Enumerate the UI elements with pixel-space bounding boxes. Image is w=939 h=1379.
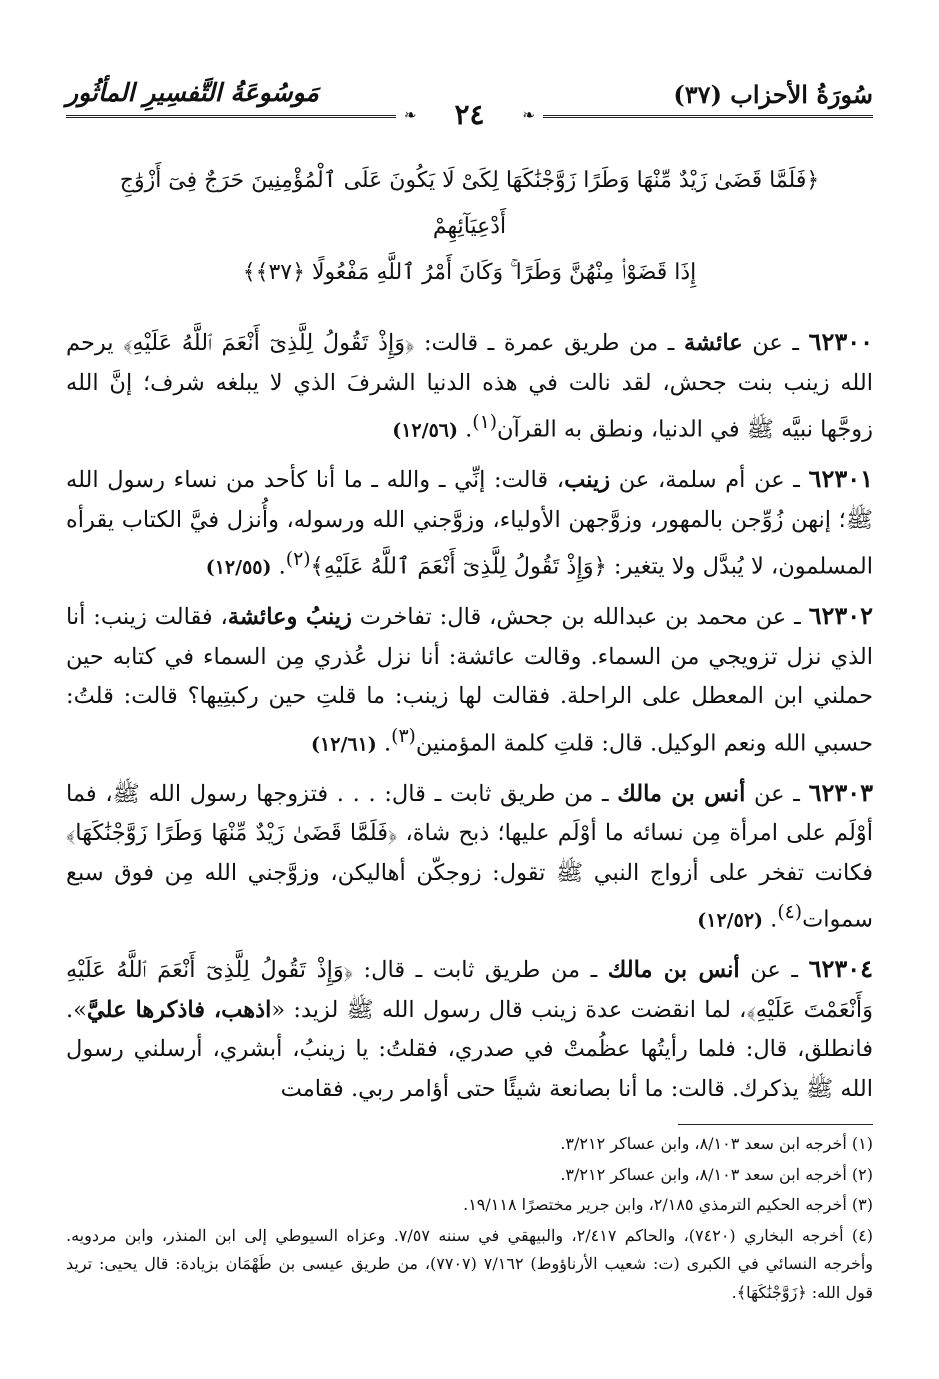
hadith-entry: ٦٢٣٠٢ ـ عن محمد بن عبدالله بن جحش، قال: تفاخرت زينبُ وعائشة، فقالت زينب: أنا الذي نزل تزويجي من السماء. وقالت عائشة: أنا نزل عُذري مِن السماء في كتابه حين حملني ابن المعطل على الراحلة. فقالت لها زينب: ما قلتِ حين ركبتِيها؟ قالت: قلتُ: حسبي الله ونعم الوكيل. قال: قلتِ كلمة المؤمنين$^{(٣)}$. (١٢/٦١)	[66, 601, 874, 756]
entry-text: ـ من طريق عمرة ـ قالت: ﴿وَإِذْ تَقُولُ لِلَّذِىٓ أَنْعَمَ ٱللَّهُ عَلَيْهِ﴾ يرحم الله زينب بنت جحش، لقد نالت في هذه الدنيا الشرفَ الذي لا يبلغه شرف؛ إنَّ الله زوجَّها نبيَّه ﷺ في الدنيا، ونطق به القرآن	[66, 330, 873, 443]
entry-number: ٦٢٣٠٣	[808, 777, 874, 807]
entry-number: ٦٢٣٠١	[808, 464, 873, 493]
page-number: ٢٤	[454, 98, 485, 131]
ornament-icon: ❧	[522, 106, 535, 124]
verse-line: إِذَا قَضَوْا۟ مِنْهُنَّ وَطَرًا ۚ وَكَانَ أَمْرُ ٱللَّهِ مَفْعُولًا ﴿٣٧﴾﴾	[242, 260, 697, 285]
volume-reference: (١٢/٥٦)	[392, 419, 458, 442]
ornament-icon: ❧	[404, 106, 417, 124]
footnote-marker: (٤)	[777, 902, 803, 923]
narrator-name: أنس بن مالك	[607, 957, 740, 983]
entry-number: ٦٢٣٠٤	[808, 954, 874, 983]
footnotes	[66, 1130, 873, 1309]
entry-text: ـ من طريق ثابت ـ قال: ﴿وَإِذْ تَقُولُ لِلَّذِىٓ أَنْعَمَ ٱللَّهُ عَلَيْهِ وَأَنْعَمْتَ عَلَيْهِ﴾، لما انقضت عدة زينب قال رسول الله ﷺ لزيد: «	[66, 957, 874, 1023]
footnote: (٣) أخرجه الحكيم الترمذي ٢/١٨٥، وابن جرير مختصرًا ١٩/١١٨.	[463, 1195, 873, 1214]
footnote-separator	[678, 1124, 873, 1125]
footnote: (٢) أخرجه ابن سعد ٨/١٠٣، وابن عساكر ٣/٢١٢.	[560, 1164, 873, 1184]
entry-intro: ـ عن محمد بن عبدالله بن جحش، قال: تفاخرت	[351, 604, 809, 630]
surah-running-title: سُورَةُ الأحزاب (٣٧)	[673, 80, 873, 109]
footnote-marker: (٣)	[391, 725, 416, 747]
hadith-entry: ٦٢٣٠٣ ـ عن أنس بن مالك ـ من طريق ثابت ـ قال: . . . فتزوجها رسول الله ﷺ، فما أوْلَم على امرأة مِن نسائه ما أوْلَم عليها؛ ذبح شاة، ﴿فَلَمَّا قَضَىٰ زَيْدٌ مِّنْهَا وَطَرًا زَوَّجْنَٰكَهَا﴾ فكانت تفخر على أزواج النبي ﷺ تقول: زوجكّن أهاليكن، وزوَّجني الله مِن فوق سبع سموات$^{(٤)}$. (١٢/٥٢)	[66, 777, 874, 933]
book-running-title: مَوسُوعَةُ التَّفسِيرِ المأثُور	[66, 78, 319, 107]
footnote-marker: (١)	[472, 412, 498, 433]
footnote: (٤) أخرجه البخاري (٧٤٢٠)، والحاكم ٢/٤١٧، والبيهقي في سننه ٧/٥٧. وعزاه السيوطي إلى ابن المنذر، وابن مردويه. وأخرجه النسائي في الكبرى (ت: شعيب الأرناؤوط) ٧/١٦٢ (٧٧٠٧)، من طريق عيسى بن طَهْمَان بزيادة: قال يحيى: تريد قول الله: ﴿زَوَّجْنَٰكَهَا﴾.	[66, 1225, 874, 1302]
narrator-name: أنس بن مالك	[617, 780, 746, 807]
footnote-marker: (٢)	[285, 549, 311, 570]
prophet-quote: اذهب، فاذكرها عليَّ	[86, 996, 272, 1023]
volume-reference: (١٢/٥٥)	[205, 556, 272, 579]
entry-text: ، قالت: إنِّي ـ والله ـ ما أنا كأحد من نساء رسول الله ﷺ؛ إنهن زُوِّجن بالمهور، وزوَّجهن الأولياء، وزوَّجني الله ورسوله، وأُنزل فيَّ الكتاب يقرأه المسلمون، لا يُبدَّل ولا يتغير: ﴿وَإِذْ تَقُولُ لِلَّذِىٓ أَنْعَمَ ٱللَّهُ عَلَيْهِ﴾	[66, 467, 873, 580]
entry-text: ـ من طريق ثابت ـ قال: . . . فتزوجها رسول الله ﷺ، فما أوْلَم على امرأة مِن نسائه ما أوْلَم عليها؛ ذبح شاة، ﴿فَلَمَّا قَضَىٰ زَيْدٌ مِّنْهَا وَطَرًا زَوَّجْنَٰكَهَا﴾ فكانت تفخر على أزواج النبي ﷺ تقول: زوجكّن أهاليكن، وزوَّجني الله مِن فوق سبع سموات	[66, 780, 873, 933]
entry-intro: ـ عن	[739, 957, 809, 983]
hadith-entry: ٦٢٣٠٠ ـ عن عائشة ـ من طريق عمرة ـ قالت: ﴿وَإِذْ تَقُولُ لِلَّذِىٓ أَنْعَمَ ٱللَّهُ عَلَيْهِ﴾ يرحم الله زينب بنت جحش، لقد نالت في هذه الدنيا الشرفَ الذي لا يبلغه شرف؛ إنَّ الله زوجَّها نبيَّه ﷺ في الدنيا، ونطق به القرآن$^{(١)}$. (١٢/٥٦)	[66, 327, 873, 443]
volume-reference: (١٢/٥٢)	[697, 909, 764, 932]
verse-line: ﴿فَلَمَّا قَضَىٰ زَيْدٌ مِّنْهَا وَطَرًا زَوَّجْنَٰكَهَا لِكَىْ لَا يَكُونَ عَلَى ٱلْمُؤْمِنِينَ حَرَجٌ فِىٓ أَزْوَٰجِ أَدْعِيَآئِهِمْ	[119, 168, 820, 239]
footnote: (١) أخرجه ابن سعد ٨/١٠٣، وابن عساكر ٣/٢١٢.	[560, 1134, 873, 1153]
entry-number: ٦٢٣٠٠	[808, 327, 873, 356]
hadith-entry: ٦٢٣٠١ ـ عن أم سلمة، عن زينب، قالت: إنِّي ـ والله ـ ما أنا كأحد من نساء رسول الله ﷺ؛ إنهن زُوِّجن بالمهور، وزوَّجهن الأولياء، وزوَّجني الله ورسوله، وأُنزل فيَّ الكتاب يقرأه المسلمون، لا يُبدَّل ولا يتغير: ﴿وَإِذْ تَقُولُ لِلَّذِىٓ أَنْعَمَ ٱللَّهُ عَلَيْهِ﴾$^{(٢)}$. (١٢/٥٥)	[66, 464, 873, 580]
page-header	[66, 58, 873, 130]
entry-intro: ـ عن	[745, 780, 809, 807]
narrator-name: عائشة	[683, 330, 743, 356]
quran-verse	[66, 158, 873, 296]
hadith-entry	[66, 949, 873, 1109]
entry-text: ، فقالت زينب: أنا الذي نزل تزويجي من السماء. وقالت عائشة: أنا نزل عُذري مِن السماء في كتابه حين حملني ابن المعطل على الراحلة. فقالت لها زينب: ما قلتِ حين ركبتِيها؟ قالت: قلتُ: حسبي الله ونعم الوكيل. قال: قلتِ كلمة المؤمنين	[66, 604, 873, 756]
entry-intro: ـ عن	[742, 330, 809, 356]
volume-reference: (١٢/٦١)	[311, 733, 377, 755]
entry-intro: ـ عن أم سلمة، عن	[610, 467, 809, 493]
narrator-name: زينب	[564, 467, 611, 493]
entry-number: ٦٢٣٠٢	[808, 601, 874, 630]
entry-text-continued: ». فانطلق، قال: فلما رأيتُها عظُمتْ في صدري، فقلتُ: يا زينبُ، أبشري، أرسلني رسول الله ﷺ يذكرك. قالت: ما أنا بصانعة شيئًا حتى أؤامر ربي. فقامت	[66, 996, 873, 1102]
narrator-name: زينبُ وعائشة	[227, 604, 352, 630]
